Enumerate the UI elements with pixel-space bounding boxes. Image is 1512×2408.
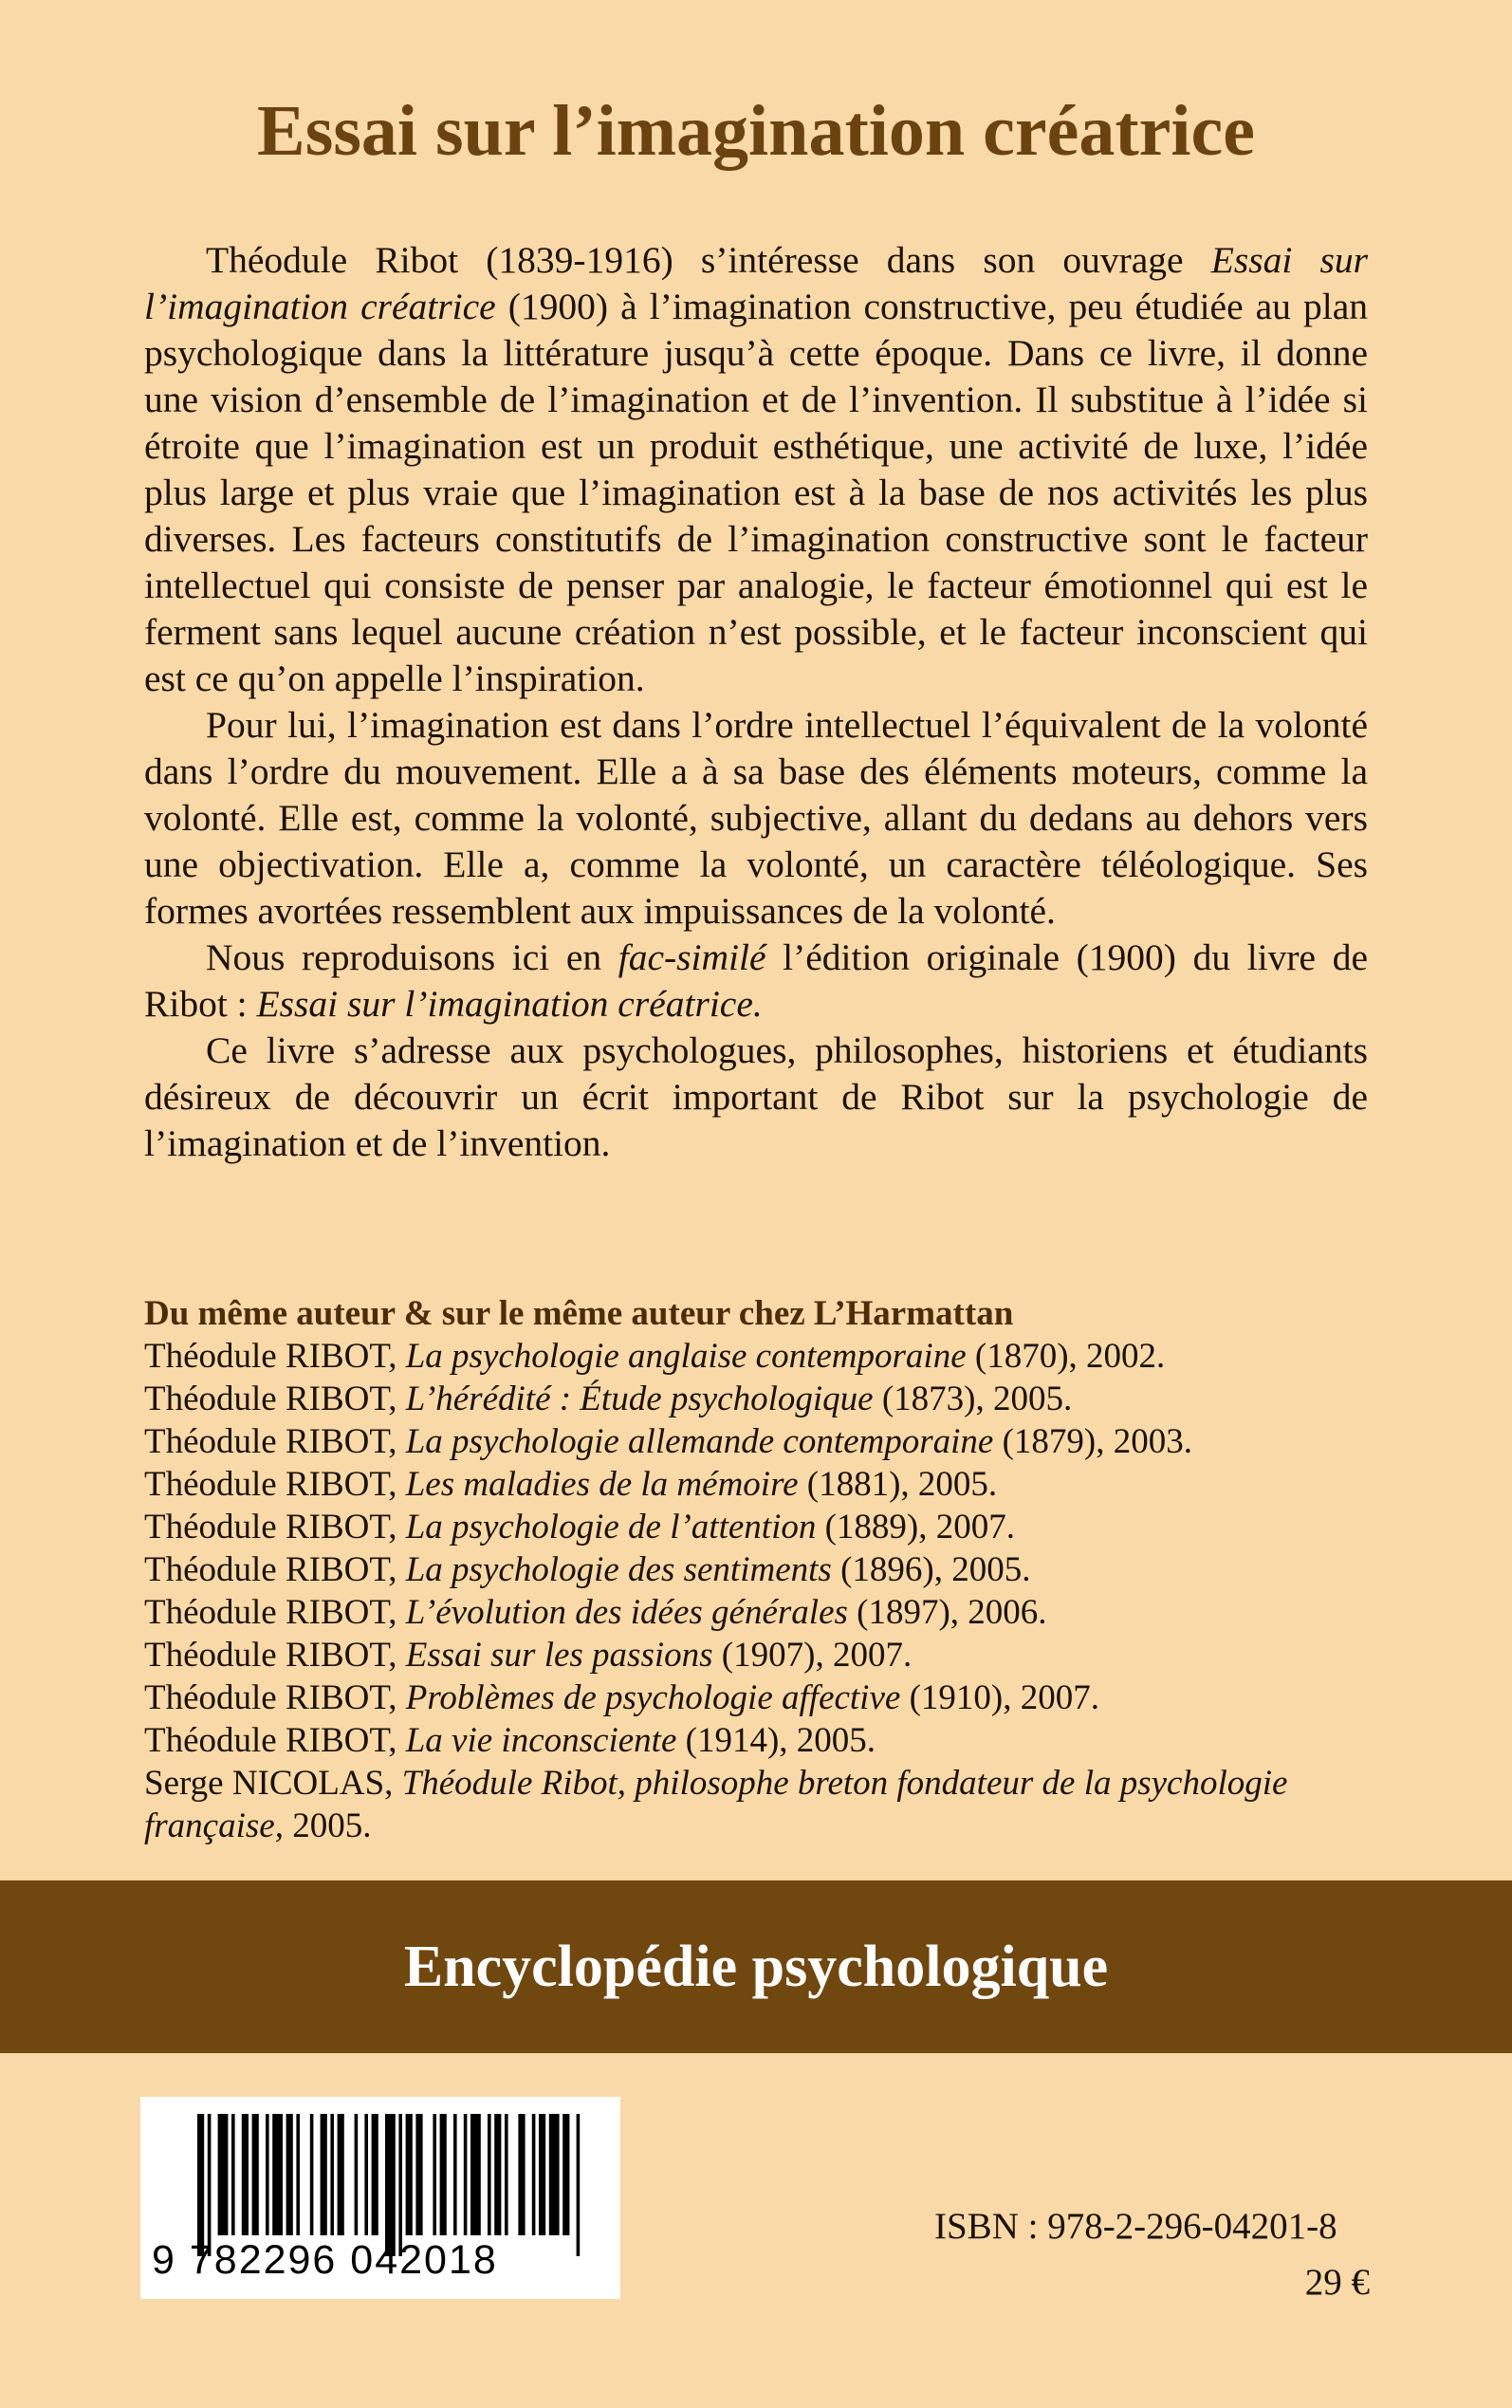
bibliography-list: [144, 1335, 1368, 1847]
barcode-bar: [385, 2114, 396, 2256]
bibliography-title: La psychologie anglaise contemporaine: [405, 1337, 967, 1376]
bibliography-item: [144, 1548, 1368, 1591]
barcode-bar: [321, 2114, 327, 2235]
bibliography-date: (1907), 2007.: [712, 1636, 913, 1675]
bibliography-author: Théodule RIBOT,: [144, 1636, 406, 1675]
bibliography-title: La psychologie allemande contemporaine: [405, 1422, 994, 1461]
bibliography-title: La psychologie des sentiments: [405, 1550, 832, 1589]
bibliography-item: [144, 1762, 1368, 1847]
bibliography-item: [144, 1676, 1368, 1719]
barcode-bar: [197, 2114, 204, 2256]
barcode-bar: [286, 2114, 293, 2235]
bibliography-author: Théodule RIBOT,: [144, 1550, 406, 1589]
paragraph-text: (1900) à l’imagination constructive, peu étudiée au plan psychologique dans la littérature jusqu’à cette époque. Dans ce livre, il donne une vision d’ensemble de l’imagination et de l’invention. Il substitue à l’idée si étroite que l’imagination est un produit esthétique, une activité de luxe, l’idée plus large et plus vraie que l’imagination est à la base de nos activités les plus diverses. Les facteurs constitutifs de l’imagination constructive sont le facteur intellectuel qui consiste de penser par analogie, le facteur émotionnel qui est le ferment sans lequel aucune création n’est possible, et le facteur inconscient qui est ce qu’on appelle l’inspiration.: [144, 286, 1368, 699]
bibliography-title: Les maladies de la mémoire: [405, 1465, 799, 1504]
bibliography-title: La psychologie de l’attention: [405, 1508, 817, 1547]
description-paragraph: [144, 1028, 1368, 1167]
bibliography-author: Serge NICOLAS,: [144, 1764, 402, 1803]
barcode-bar: [338, 2114, 344, 2235]
bibliography-title: L’évolution des idées générales: [405, 1593, 848, 1632]
isbn: ISBN : 978-2-296-04201-8: [934, 2206, 1337, 2247]
bibliography-item: [144, 1335, 1368, 1378]
barcode-bar: [440, 2114, 447, 2235]
bibliography-item: [144, 1591, 1368, 1634]
bibliography-title: La vie inconsciente: [405, 1721, 677, 1760]
bibliography-date: (1879), 2003.: [993, 1422, 1193, 1461]
bibliography-title: L’hérédité : Étude psychologique: [405, 1380, 874, 1418]
bibliography-item: [144, 1378, 1368, 1420]
bibliography-author: Théodule RIBOT,: [144, 1337, 406, 1376]
bibliography-item: [144, 1420, 1368, 1463]
bibliography-item: [144, 1719, 1368, 1762]
barcode-bar: [364, 2114, 368, 2235]
bibliography-title: Essai sur les passions: [405, 1636, 713, 1675]
barcode: [140, 2097, 620, 2299]
description-paragraph: [144, 702, 1368, 935]
italic-title: Essai sur l’imagination créatrice.: [256, 983, 763, 1025]
italic-title: Essai sur l’imagination créatrice: [144, 239, 1368, 327]
barcode-bar: [518, 2114, 525, 2235]
bibliography-date: (1881), 2005.: [798, 1465, 998, 1504]
barcode-bar: [470, 2114, 481, 2235]
bibliography-date: 2005.: [283, 1806, 372, 1845]
paragraph-text: Pour lui, l’imagination est dans l’ordre intellectuel l’équivalent de la volonté dans l’ordre du mouvement. Elle a à sa base des éléments moteurs, comme la volonté. Elle est, comme la volonté, subjective, allant du dedans au dehors vers une objectivation. Elle a, comme la volonté, un caractère téléologique. Ses formes avortées ressemblent aux impuissances de la volonté.: [144, 704, 1368, 932]
barcode-bar: [453, 2114, 457, 2235]
barcode-bar: [296, 2114, 300, 2235]
bibliography-item: [144, 1463, 1368, 1506]
bibliography-date: (1873), 2005.: [873, 1380, 1073, 1418]
bibliography-date: (1889), 2007.: [816, 1508, 1016, 1547]
description-paragraph: [144, 935, 1368, 1028]
bibliography-author: Théodule RIBOT,: [144, 1422, 406, 1461]
paragraph-text: Théodule Ribot (1839-1916) s’intéresse dans son ouvrage: [206, 239, 1211, 281]
bibliography-date: (1914), 2005.: [676, 1721, 876, 1760]
barcode-bar: [272, 2114, 283, 2235]
barcode-bar: [231, 2114, 235, 2235]
barcode-bar: [488, 2114, 491, 2235]
barcode-bar: [252, 2114, 259, 2235]
barcode-bar: [532, 2114, 536, 2235]
book-title: Essai sur l’imagination créatrice: [257, 91, 1255, 171]
bibliography-date: (1897), 2006.: [847, 1593, 1047, 1632]
bibliography: [144, 1292, 1368, 1847]
bibliography-date: (1896), 2005.: [831, 1550, 1031, 1589]
barcode-bar: [464, 2114, 468, 2235]
barcode-bar: [218, 2114, 229, 2235]
bibliography-author: Théodule RIBOT,: [144, 1380, 406, 1418]
paragraph-text: Nous reproduisons ici en: [206, 936, 618, 978]
barcode-bar: [415, 2114, 422, 2235]
bibliography-item: [144, 1506, 1368, 1548]
barcode-bar: [494, 2114, 501, 2235]
bibliography-author: Théodule RIBOT,: [144, 1593, 406, 1632]
barcode-bar: [577, 2114, 581, 2256]
barcode-bar: [242, 2114, 249, 2235]
bibliography-author: Théodule RIBOT,: [144, 1678, 406, 1717]
barcode-bar: [398, 2114, 402, 2256]
paragraph-text: l’édition originale (1900) du livre de Ribot :: [144, 936, 1369, 1025]
description-paragraph: [144, 237, 1368, 702]
bibliography-title: Problèmes de psychologie affective: [405, 1678, 901, 1717]
bibliography-title: Théodule Ribot, philosophe breton fondateur de la psychologie française,: [144, 1764, 1288, 1845]
bibliography-author: Théodule RIBOT,: [144, 1721, 406, 1760]
bibliography-heading: Du même auteur & sur le même auteur chez L’Harmattan: [144, 1294, 1014, 1333]
barcode-bar: [355, 2114, 359, 2235]
barcode-bar: [433, 2114, 436, 2235]
barcode-bar: [562, 2114, 569, 2235]
series-label: Encyclopédie psychologique: [403, 1934, 1109, 1999]
bibliography-author: Théodule RIBOT,: [144, 1465, 406, 1504]
barcode-bar: [406, 2114, 413, 2235]
bibliography-item: [144, 1634, 1368, 1676]
barcode-bar: [549, 2114, 560, 2235]
barcode-bar: [505, 2114, 508, 2235]
barcode-bar: [330, 2114, 334, 2235]
barcode-bar: [208, 2114, 212, 2256]
barcode-digits: 9 782296 042018: [152, 2237, 498, 2283]
barcode-bar: [372, 2114, 378, 2235]
description: [144, 237, 1368, 1167]
barcode-bar: [539, 2114, 545, 2235]
paragraph-text: Ce livre s’adresse aux psychologues, philosophes, historiens et étudiants désireux de découvrir un écrit important de Ribot sur la psychologie de l’imagination et de l’invention.: [144, 1029, 1368, 1164]
barcode-bar: [266, 2114, 269, 2235]
bibliography-date: (1870), 2002.: [966, 1337, 1166, 1376]
bibliography-date: (1910), 2007.: [900, 1678, 1099, 1717]
italic-title: fac-similé: [618, 936, 766, 978]
price: 29 €: [1304, 2262, 1370, 2303]
barcode-bar: [310, 2114, 314, 2235]
bibliography-author: Théodule RIBOT,: [144, 1508, 406, 1547]
